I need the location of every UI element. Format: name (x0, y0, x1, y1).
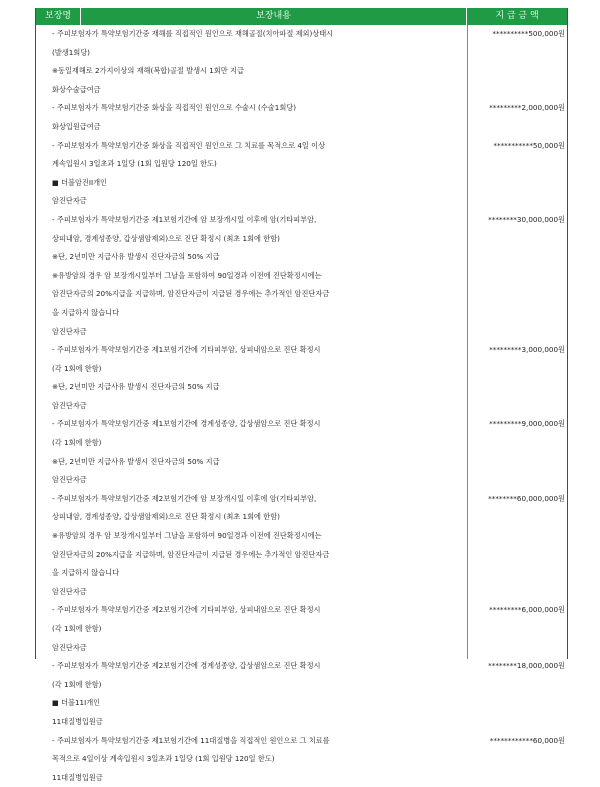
table-row (36, 639, 567, 658)
benefit-text: 암진단자금 (52, 642, 87, 652)
benefit-table (35, 8, 568, 782)
benefit-text: ※단, 2년미만 지급사유 발생시 진단자금의 50% 지급 (52, 382, 220, 392)
benefit-text: 암진단자금의 20%지급을 지급하며, 암진단자금이 지급된 경우에는 추가적인 암진단자금 (52, 289, 330, 299)
header-benefit-name: 보장명 (36, 8, 81, 25)
benefit-text: 목적으로 4일이상 계속입원시 3일초과 1일당 (1회 입원당 120일 한도) (52, 754, 275, 764)
header-benefit-content: 보장내용 (81, 8, 467, 25)
table-row (36, 490, 567, 509)
table-row (36, 434, 567, 453)
table-row (36, 137, 567, 156)
benefit-text: ※동일재해로 2가지이상의 재해(복합)골절 발생시 1회만 지급 (52, 66, 244, 76)
payment-amount: ***********50,000원 (493, 140, 565, 150)
table-row (36, 285, 567, 304)
benefit-text: 암진단자금 (52, 475, 87, 485)
table-row (36, 118, 567, 137)
payment-amount: *********9,000,000원 (489, 419, 565, 429)
table-row (36, 508, 567, 527)
table-row (36, 267, 567, 286)
benefit-text: ※유방암의 경우 암 보장개시일부터 그날을 포함하여 90일경과 이전에 진단확정시에는 (52, 531, 322, 541)
table-row (36, 211, 567, 230)
benefit-text: 11대질병입원금 (52, 772, 103, 782)
table-row (36, 453, 567, 472)
benefit-text: 암진단자금의 20%지급을 지급하며, 암진단자금이 지급된 경우에는 추가적인 암진단자금 (52, 549, 330, 559)
benefit-text: - 주피보험자가 특약보험기간중 제1보험기간에 11대질병을 직접적인 원인으로 그 치료를 (52, 735, 330, 745)
benefit-text: - 주피보험자가 특약보험기간중 화상을 직접적인 원인으로 그 치료를 목적으로 4일 이상 (52, 140, 326, 150)
table-row (36, 415, 567, 434)
payment-amount: *********3,000,000원 (489, 345, 565, 355)
header-payment-amount: 지 급 금 액 (495, 11, 539, 21)
benefit-text: - 주피보험자가 특약보험기간중 제2보험기간에 기타피부암, 상피내암으로 진단 확정시 (52, 605, 321, 615)
benefit-text: - 주피보험자가 특약보험기간중 재해를 직접적인 원인으로 재해골절(치아파절 제외)상태시 (52, 29, 334, 38)
table-row (36, 769, 567, 787)
table-row (36, 155, 567, 174)
table-row (36, 601, 567, 620)
benefit-text: - 주피보험자가 특약보험기간중 제1보험기간에 암 보장개시일 이후에 암(기타피부암, (52, 214, 317, 224)
benefit-text: (각 1회에 한함) (52, 624, 102, 633)
table-row (36, 44, 567, 63)
benefit-text: ■ 더블암진II개인 (52, 177, 107, 187)
benefit-text: 화상수술급여금 (52, 84, 101, 94)
benefit-text: (발생1회당) (52, 47, 90, 57)
payment-amount: ********18,000,000원 (488, 661, 565, 671)
payment-amount: *********6,000,000원 (489, 605, 565, 615)
benefit-text: - 주피보험자가 특약보험기간중 제1보험기간에 경계성종양, 갑상샘암으로 진단 확정시 (52, 419, 321, 429)
table-row (36, 397, 567, 416)
table-row (36, 174, 567, 193)
table-row (36, 323, 567, 342)
benefit-text: (각 1회에 한함) (52, 363, 102, 373)
benefit-text: 을 지급하지 않습니다 (52, 307, 120, 317)
table-row (36, 471, 567, 490)
benefit-text: 암진단자금 (52, 326, 87, 336)
table-row (36, 732, 567, 751)
table-row (36, 25, 567, 44)
payment-amount: ************60,000원 (489, 735, 565, 745)
payment-amount: ********60,000,000원 (488, 493, 565, 503)
payment-amount: *********2,000,000원 (489, 103, 565, 113)
table-row (36, 62, 567, 81)
benefit-text: 암진단자금 (52, 196, 87, 206)
table-row (36, 99, 567, 118)
benefit-text: - 주피보험자가 특약보험기간중 제2보험기간에 암 보장개시일 이후에 암(기타피부암, (52, 493, 317, 503)
benefit-text: 을 지급하지 않습니다 (52, 568, 120, 578)
table-row (36, 192, 567, 211)
benefit-text: - 주피보험자가 특약보험기간중 제2보험기간에 경계성종양, 갑상샘암으로 진단 확정시 (52, 661, 321, 671)
table-row (36, 527, 567, 546)
table-row (36, 694, 567, 713)
benefit-text: 계속입원시 3일초과 1일당 (1회 입원당 120일 한도) (52, 159, 217, 169)
table-header (36, 8, 567, 25)
benefit-text: 암진단자금 (52, 400, 87, 410)
table-row (36, 546, 567, 565)
table-row (36, 230, 567, 249)
table-row (36, 750, 567, 769)
table-row (36, 378, 567, 397)
benefit-text: ■ 더블11I개인 (52, 698, 101, 708)
benefit-text: ※단, 2년미만 지급사유 발생시 진단자금의 50% 지급 (52, 456, 220, 466)
table-row (36, 360, 567, 379)
table-row (36, 657, 567, 676)
table-row (36, 304, 567, 323)
table-row (36, 248, 567, 267)
table-row (36, 564, 567, 583)
benefit-text: - 주피보험자가 특약보험기간중 화상을 직접적인 원인으로 수술시 (수술1회당) (52, 103, 297, 113)
benefit-text: ※유방암의 경우 암 보장개시일부터 그날을 포함하여 90일경과 이전에 진단확정시에는 (52, 270, 322, 280)
table-row (36, 713, 567, 732)
benefit-text: (각 1회에 한함) (52, 438, 102, 448)
table-row (36, 81, 567, 100)
table-row (36, 620, 567, 639)
table-body (36, 25, 567, 787)
benefit-text: 화상입원급여금 (52, 121, 101, 131)
benefit-text: ※단, 2년미만 지급사유 발생시 진단자금의 50% 지급 (52, 252, 220, 262)
benefit-text: 상피내암, 경계성종양, 갑상샘암제외)으로 진단 확정시 (최초 1회에 한함) (52, 233, 280, 243)
benefit-text: 암진단자금 (52, 586, 87, 596)
payment-amount: ********30,000,000원 (488, 214, 565, 224)
benefit-text: 11대질병입원금 (52, 716, 103, 726)
table-row (36, 341, 567, 360)
payment-amount: **********500,000원 (492, 29, 565, 38)
table-row (36, 583, 567, 602)
table-row (36, 676, 567, 695)
benefit-text: 상피내암, 경계성종양, 갑상샘암제외)으로 진단 확정시 (최초 1회에 한함) (52, 512, 280, 522)
benefit-text: (각 1회에 한함) (52, 679, 102, 689)
benefit-text: - 주피보험자가 특약보험기간중 제1보험기간에 기타피부암, 상피내암으로 진단 확정시 (52, 345, 321, 355)
